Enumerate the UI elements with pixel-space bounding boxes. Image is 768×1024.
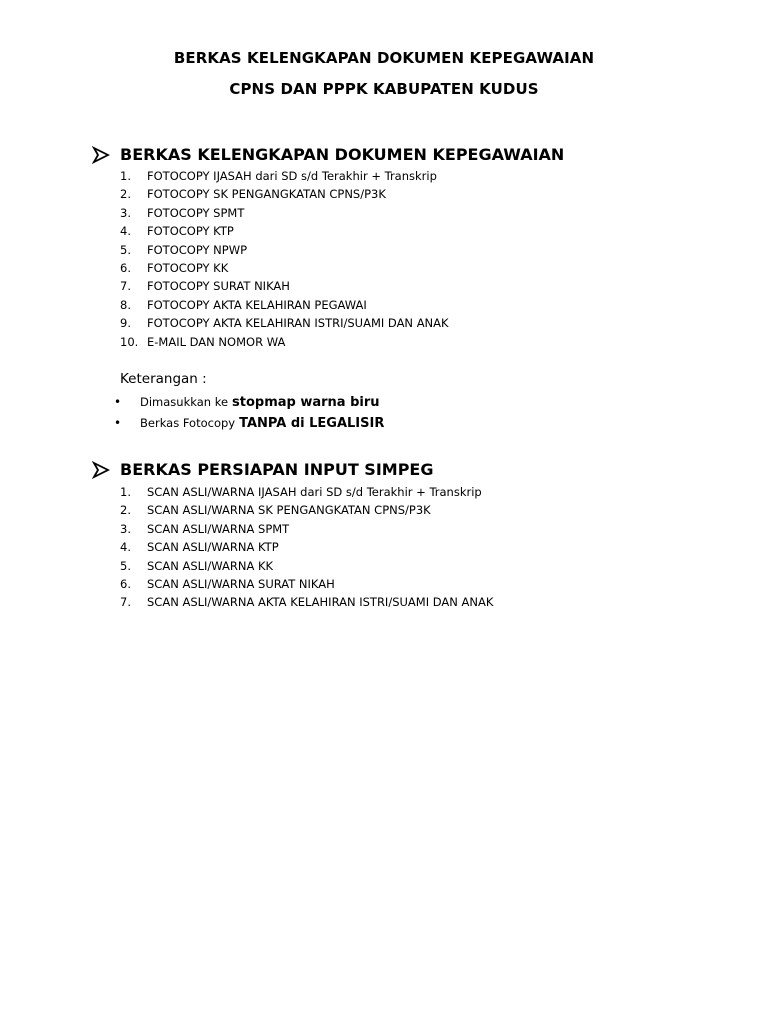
list-item-number: 4. <box>120 224 131 239</box>
list-item-text: SCAN ASLI/WARNA IJASAH dari SD s/d Terakhir + Transkrip <box>147 485 482 499</box>
note-item <box>114 392 384 413</box>
list-item <box>120 296 449 314</box>
list-item-text: FOTOCOPY KK <box>147 260 229 275</box>
document-title-line-1: BERKAS KELENGKAPAN DOKUMEN KEPEGAWAIAN <box>173 49 595 67</box>
list-item-number: 9. <box>120 316 131 331</box>
list-item <box>120 483 493 501</box>
note-item <box>114 413 384 434</box>
list-item <box>120 333 449 351</box>
list-item-text: FOTOCOPY SPMT <box>147 205 245 220</box>
note-plain-text: Dimasukkan ke <box>140 395 229 409</box>
section-heading-simpeg <box>92 460 434 479</box>
list-item-number: 7. <box>120 595 131 610</box>
list-item-text: SCAN ASLI/WARNA SPMT <box>147 521 290 536</box>
list-item-number: 1. <box>120 485 131 499</box>
list-item <box>120 277 449 295</box>
note-plain-text: Berkas Fotocopy <box>140 416 236 430</box>
list-item-text: FOTOCOPY IJASAH dari SD s/d Terakhir + Transkrip <box>147 169 437 183</box>
list-item-number: 6. <box>120 576 131 591</box>
section-heading-text: BERKAS PERSIAPAN INPUT SIMPEG <box>120 460 434 479</box>
list-item-text: SCAN ASLI/WARNA SURAT NIKAH <box>147 576 335 591</box>
list-item-text: SCAN ASLI/WARNA SK PENGANGKATAN CPNS/P3K <box>147 503 431 518</box>
list-item-text: FOTOCOPY KTP <box>147 224 234 239</box>
list-item-number: 7. <box>120 279 131 294</box>
list-item-text: FOTOCOPY SURAT NIKAH <box>147 279 290 294</box>
list-item <box>120 538 493 556</box>
list-item-number: 1. <box>120 169 131 183</box>
list-item <box>120 314 449 332</box>
arrowhead-bullet-icon <box>92 461 110 479</box>
list-item <box>120 222 449 240</box>
list-item-number: 6. <box>120 260 131 275</box>
kelengkapan-list <box>120 167 449 351</box>
list-item <box>120 241 449 259</box>
list-item-number: 3. <box>120 205 131 220</box>
list-item-number: 5. <box>120 558 131 573</box>
list-item <box>120 501 493 519</box>
list-item-text: SCAN ASLI/WARNA AKTA KELAHIRAN ISTRI/SUAMI DAN ANAK <box>147 595 494 610</box>
note-bold-text: stopmap warna biru <box>232 395 380 410</box>
notes-list <box>114 392 384 434</box>
section-heading-kelengkapan <box>92 145 564 164</box>
simpeg-list <box>120 483 493 612</box>
list-item <box>120 593 493 611</box>
list-item-number: 10. <box>120 334 139 349</box>
list-item-number: 2. <box>120 503 131 518</box>
dot-bullet-icon: • <box>114 416 122 430</box>
dot-bullet-icon: • <box>114 395 122 409</box>
list-item-number: 3. <box>120 521 131 536</box>
section-heading-text: BERKAS KELENGKAPAN DOKUMEN KEPEGAWAIAN <box>120 145 565 164</box>
list-item <box>120 575 493 593</box>
list-item <box>120 167 449 185</box>
list-item-number: 8. <box>120 297 131 312</box>
list-item-text: FOTOCOPY SK PENGANGKATAN CPNS/P3K <box>147 187 386 202</box>
list-item-text: SCAN ASLI/WARNA KK <box>147 558 274 573</box>
list-item-number: 5. <box>120 242 131 257</box>
list-item-text: E-MAIL DAN NOMOR WA <box>147 334 286 349</box>
list-item <box>120 520 493 538</box>
note-bold-text: TANPA di LEGALISIR <box>239 416 385 431</box>
list-item <box>120 259 449 277</box>
notes-label: Keterangan : <box>120 371 207 387</box>
list-item <box>120 185 449 203</box>
list-item <box>120 557 493 575</box>
document-title-line-2: CPNS DAN PPPK KABUPATEN KUDUS <box>229 80 539 98</box>
list-item-text: FOTOCOPY AKTA KELAHIRAN ISTRI/SUAMI DAN ANAK <box>147 316 449 331</box>
list-item <box>120 204 449 222</box>
arrowhead-bullet-icon <box>92 146 110 164</box>
list-item-text: FOTOCOPY AKTA KELAHIRAN PEGAWAI <box>147 297 367 312</box>
list-item-text: FOTOCOPY NPWP <box>147 242 248 257</box>
list-item-number: 4. <box>120 540 131 555</box>
list-item-text: SCAN ASLI/WARNA KTP <box>147 540 279 555</box>
list-item-number: 2. <box>120 187 131 202</box>
